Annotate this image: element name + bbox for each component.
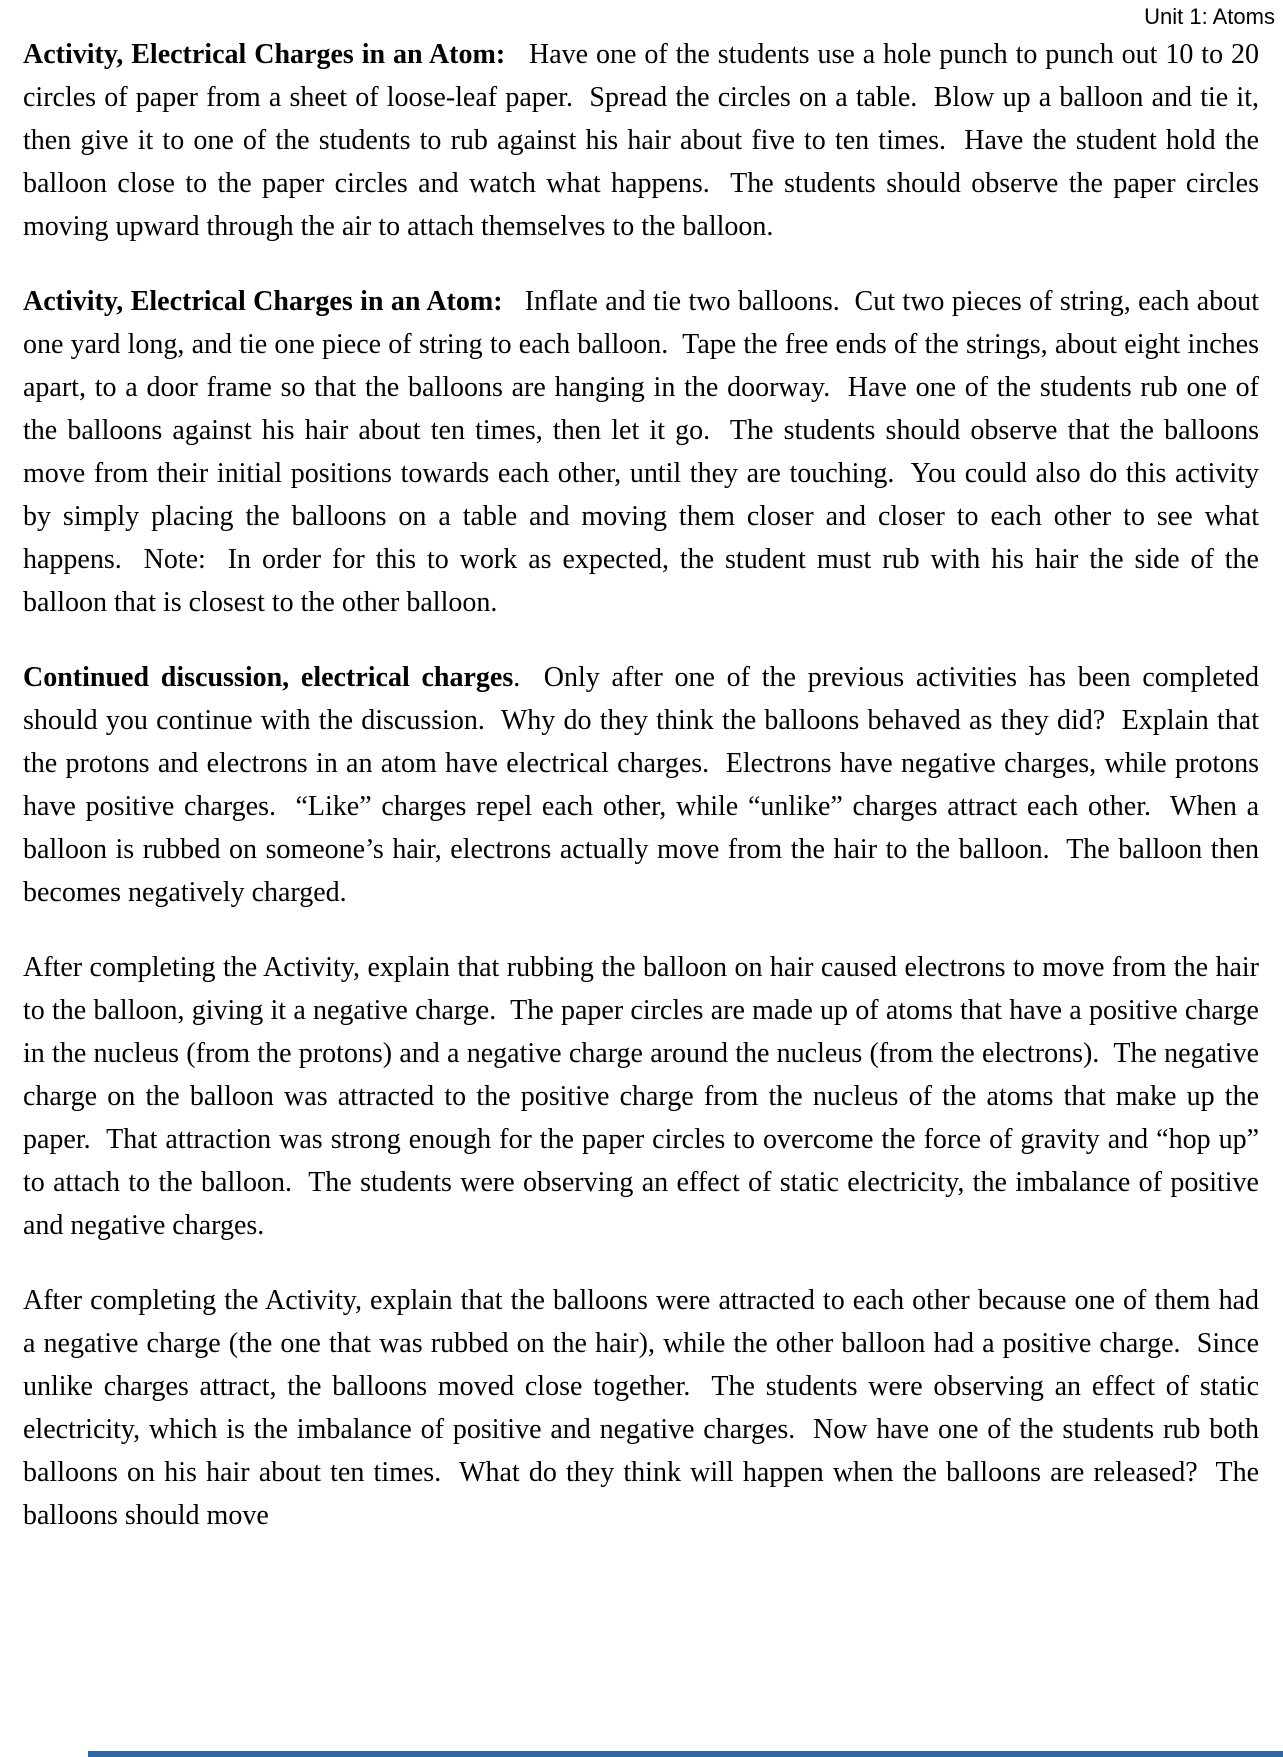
paragraph bbox=[23, 656, 1259, 914]
paragraph bbox=[23, 946, 1259, 1247]
paragraph-separator bbox=[503, 286, 525, 317]
document-body bbox=[0, 30, 1283, 1537]
paragraph-lead: Activity, Electrical Charges in an Atom: bbox=[23, 286, 503, 317]
page-header bbox=[0, 0, 1283, 30]
paragraph-separator bbox=[505, 39, 529, 70]
paragraph-lead: Continued discussion, electrical charges bbox=[23, 662, 514, 693]
paragraph-text: After completing the Activity, explain that the balloons were attracted to each other because one of them had a negative charge (the one that was rubbed on the hair), while the other balloon had a positive charge. Since unlike charges attract, the balloons moved close together. The students were observing an effect of static electricity, which is the imbalance of positive and negative charges. Now have one of the students rub both balloons on his hair about ten times. What do they think will happen when the balloons are released? The balloons should move bbox=[23, 1285, 1259, 1531]
paragraph-text: Have one of the students use a hole punch to punch out 10 to 20 circles of paper from a sheet of loose-leaf paper. Spread the circles on a table. Blow up a balloon and tie it, then give it to one of the students to rub against his hair about five to ten times. Have the student hold the balloon close to the paper circles and watch what happens. The students should observe the paper circles moving upward through the air to attach themselves to the balloon. bbox=[23, 39, 1260, 242]
paragraph-text: Inflate and tie two balloons. Cut two pieces of string, each about one yard long, and tie one piece of string to each balloon. Tape the free ends of the strings, about eight inches apart, to a door frame so that the balloons are hanging in the doorway. Have one of the students rub one of the balloons against his hair about ten times, then let it go. The students should observe that the balloons move from their initial positions towards each other, until they are touching. You could also do this activity by simply placing the balloons on a table and moving them closer and closer to each other to see what happens. Note: In order for this to work as expected, the student must rub with his hair the side of the balloon that is closest to the other balloon. bbox=[23, 286, 1260, 618]
header-unit-label: Unit 1: Atoms bbox=[1144, 4, 1275, 29]
paragraph bbox=[23, 33, 1259, 248]
paragraph-separator: . bbox=[513, 662, 544, 693]
paragraph-text: Only after one of the previous activities has been completed should you continue with the discussion. Why do they think the balloons behaved as they did? Explain that the protons and electrons in an atom have electrical charges. Electrons have negative charges, while protons have positive charges. “Like” charges repel each other, while “unlike” charges attract each other. When a balloon is rubbed on someone’s hair, electrons actually move from the hair to the balloon. The balloon then becomes negatively charged. bbox=[23, 662, 1260, 908]
paragraph bbox=[23, 1279, 1259, 1537]
paragraph-text: After completing the Activity, explain that rubbing the balloon on hair caused electrons to move from the hair to the balloon, giving it a negative charge. The paper circles are made up of atoms that have a positive charge in the nucleus (from the protons) and a negative charge around the nucleus (from the electrons). The negative charge on the balloon was attracted to the positive charge from the nucleus of the atoms that make up the paper. That attraction was strong enough for the paper circles to overcome the force of gravity and “hop up” to attach to the balloon. The students were observing an effect of static electricity, the imbalance of positive and negative charges. bbox=[23, 952, 1259, 1241]
paragraph-lead: Activity, Electrical Charges in an Atom: bbox=[23, 39, 506, 70]
horizontal-scrollbar-thumb[interactable] bbox=[88, 1751, 1283, 1757]
paragraph bbox=[23, 280, 1259, 624]
